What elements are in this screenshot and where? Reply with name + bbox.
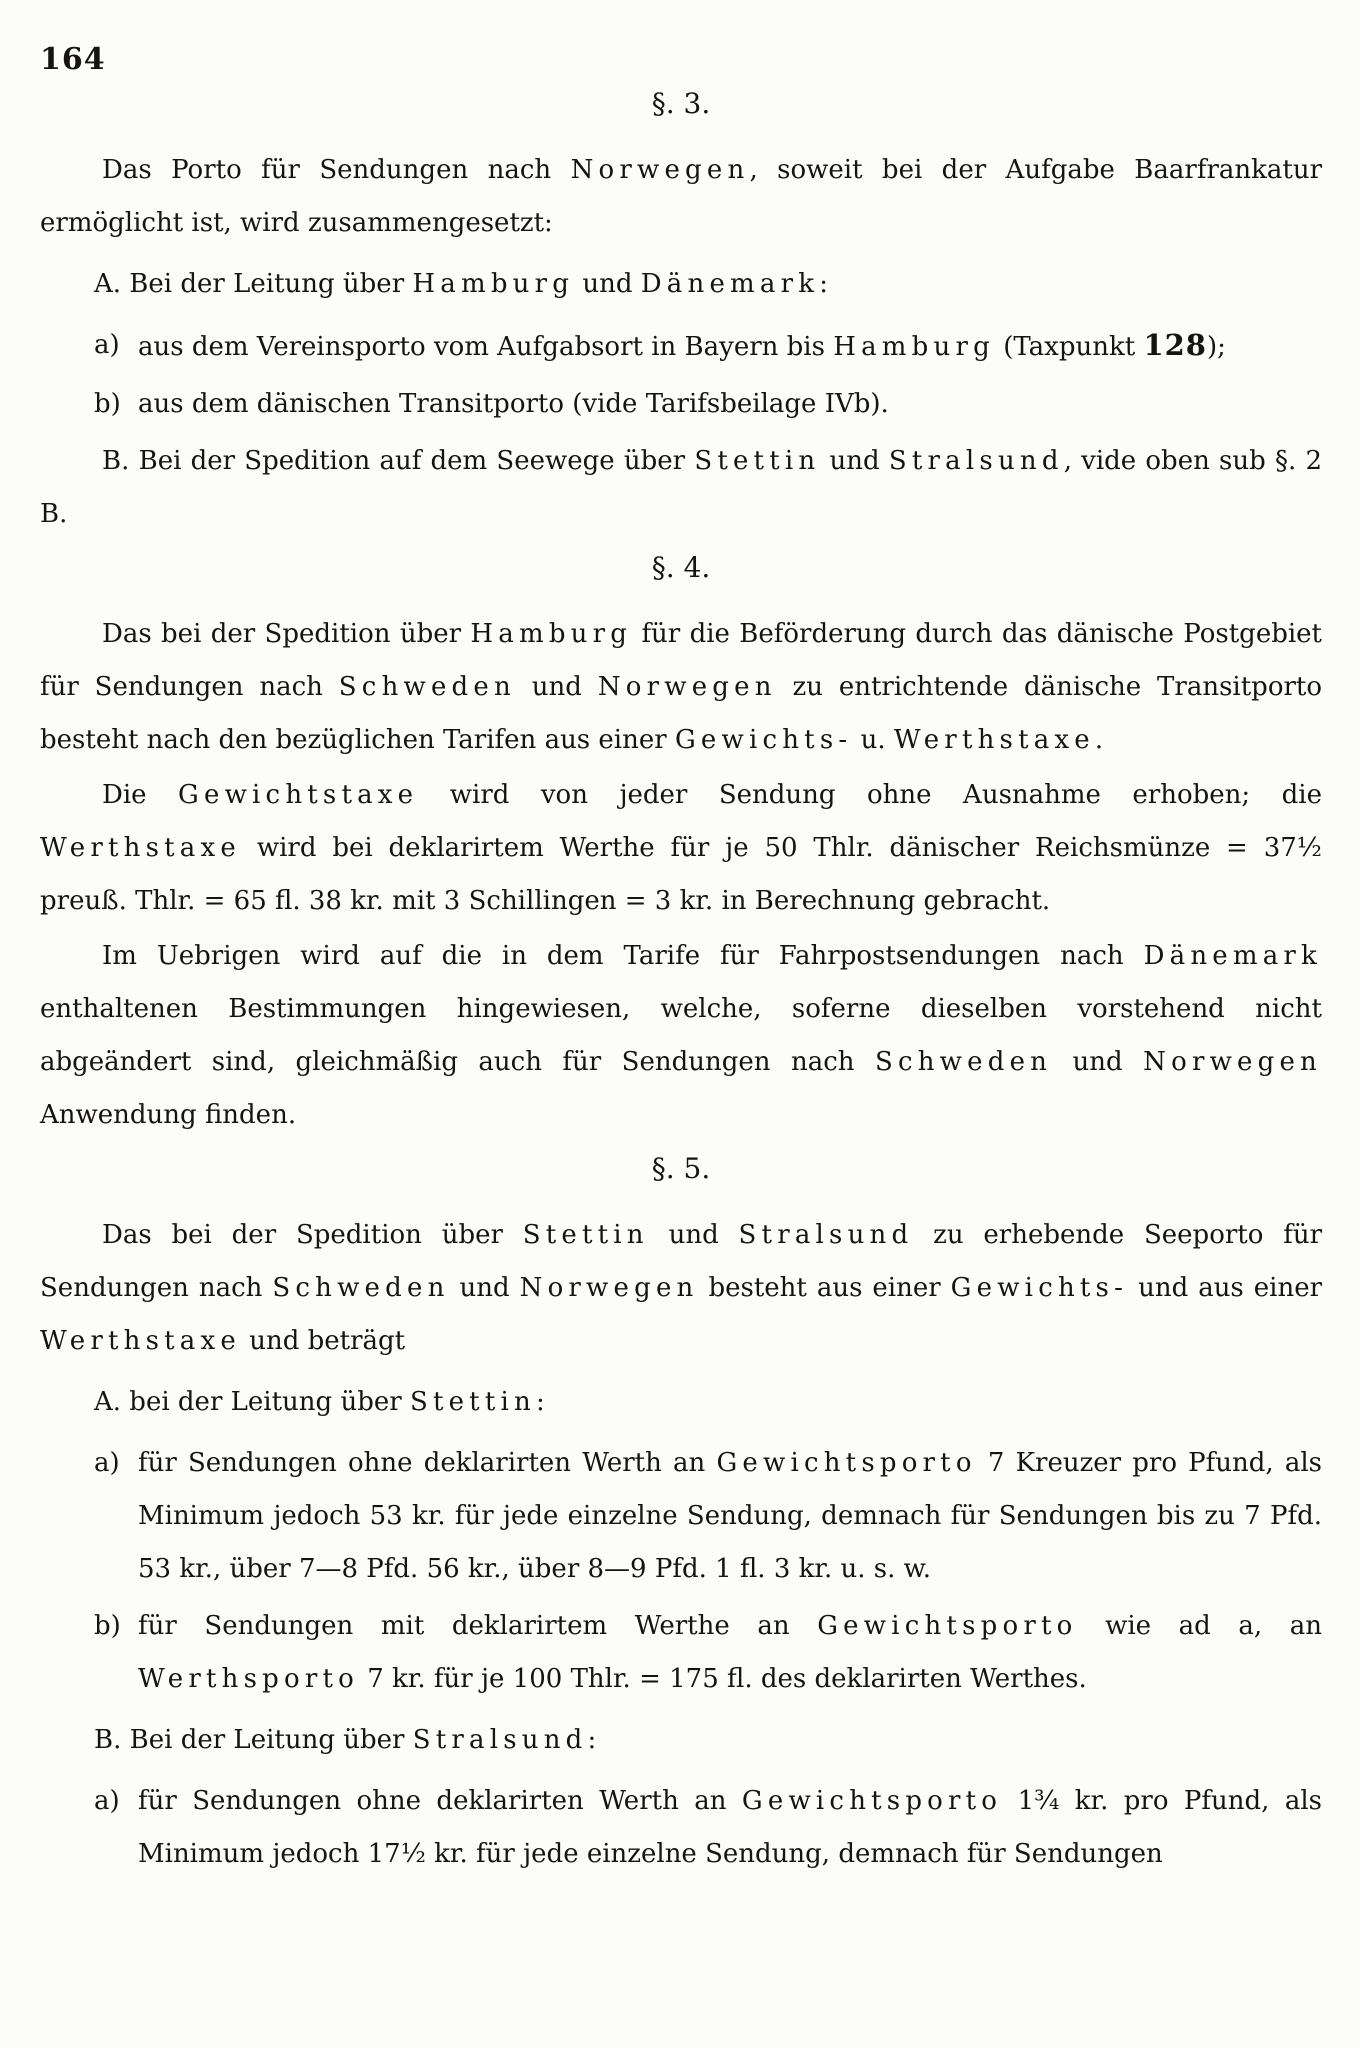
section-5-A-list-item-b [94, 1600, 1322, 1706]
section-paragraph-5 [40, 1152, 1322, 1881]
section-5-heading: §. 5. [651, 1152, 711, 1185]
list-item-label: a) [94, 1448, 120, 1478]
list-item-text: für Sendungen ohne deklarirten Werth an Gewichtsporto 7 Kreuzer pro Pfund, als Minimum jedoch 53 kr. für jede einzelne Sendung, demnach für Sendungen bis zu 7 Pfd. 53 kr., über 7—8 Pfd. 56 kr., über 8—9 Pfd. 1 fl. 3 kr. u. s. w. [138, 1448, 1323, 1584]
list-item-label: a) [94, 1786, 120, 1816]
section-3-intro-paragraph: Das Porto für Sendungen nach Norwegen, soweit bei der Aufgabe Baarfrankatur ermöglicht ist, wird zusammengesetzt: [40, 155, 1322, 238]
section-4-heading: §. 4. [651, 551, 711, 584]
section-3-list-item-b [94, 378, 1322, 431]
section-4-paragraph-2: Die Gewichtstaxe wird von jeder Sendung ohne Ausnahme erhoben; die Werthstaxe wird bei deklarirtem Werthe für je 50 Thlr. dänischer Reichsmünze = 37½ preuß. Thlr. = 65 fl. 38 kr. mit 3 Schillingen = 3 kr. in Berechnung gebracht. [40, 780, 1322, 916]
page-number: 164 [40, 42, 106, 77]
section-paragraph-3 [40, 87, 1322, 541]
section-4-paragraph-1: Das bei der Spedition über Hamburg für die Beförderung durch das dänische Postgebiet für Sendungen nach Schweden und Norwegen zu entrichtende dänische Transitporto besteht nach den bezüglichen Tarifen aus einer Gewichts- u. Werthstaxe. [40, 619, 1323, 755]
list-item-label: b) [94, 389, 121, 419]
section-5-subheading-A: A. bei der Leitung über Stettin: [94, 1387, 545, 1417]
section-3-heading: §. 3. [651, 87, 711, 120]
list-item-text: für Sendungen ohne deklarirten Werth an Gewichtsporto 1¾ kr. pro Pfund, als Minimum jedoch 17½ kr. für jede einzelne Sendung, demnach für Sendungen [138, 1786, 1322, 1869]
section-3-paragraph-B: B. Bei der Spedition auf dem Seewege über Stettin und Stralsund, vide oben sub §. 2 B. [40, 446, 1323, 529]
section-5-subheading-B: B. Bei der Leitung über Stralsund: [94, 1725, 597, 1755]
list-item-text: aus dem Vereinsporto vom Aufgabsort in Bayern bis Hamburg (Taxpunkt 128); [138, 328, 1226, 362]
list-item-label: b) [94, 1611, 121, 1641]
list-item-text: für Sendungen mit deklarirtem Werthe an Gewichtsporto wie ad a, an Werthsporto 7 kr. für je 100 Thlr. = 175 fl. des deklarirten Werthes. [138, 1611, 1322, 1694]
section-5-B-list-item-a [94, 1775, 1322, 1881]
section-5-A-list-item-a [94, 1437, 1322, 1596]
section-3-subheading-A: A. Bei der Leitung über Hamburg und Dänemark: [94, 269, 828, 299]
section-5-intro-paragraph: Das bei der Spedition über Stettin und Stralsund zu erhebende Seeporto für Sendungen nach Schweden und Norwegen besteht aus einer Gewichts- und aus einer Werthstaxe und beträgt [40, 1220, 1323, 1356]
section-4-paragraph-3: Im Uebrigen wird auf die in dem Tarife für Fahrpostsendungen nach Dänemark enthaltenen Bestimmungen hingewiesen, welche, soferne dieselben vorstehend nicht abgeändert sind, gleichmäßig auch für Sendungen nach Schweden und Norwegen Anwendung finden. [40, 941, 1322, 1130]
list-item-text: aus dem dänischen Transitporto (vide Tarifsbeilage IVb). [138, 389, 889, 419]
list-item-label: a) [94, 330, 120, 360]
section-paragraph-4 [40, 551, 1322, 1142]
section-3-list-item-a [94, 319, 1322, 374]
